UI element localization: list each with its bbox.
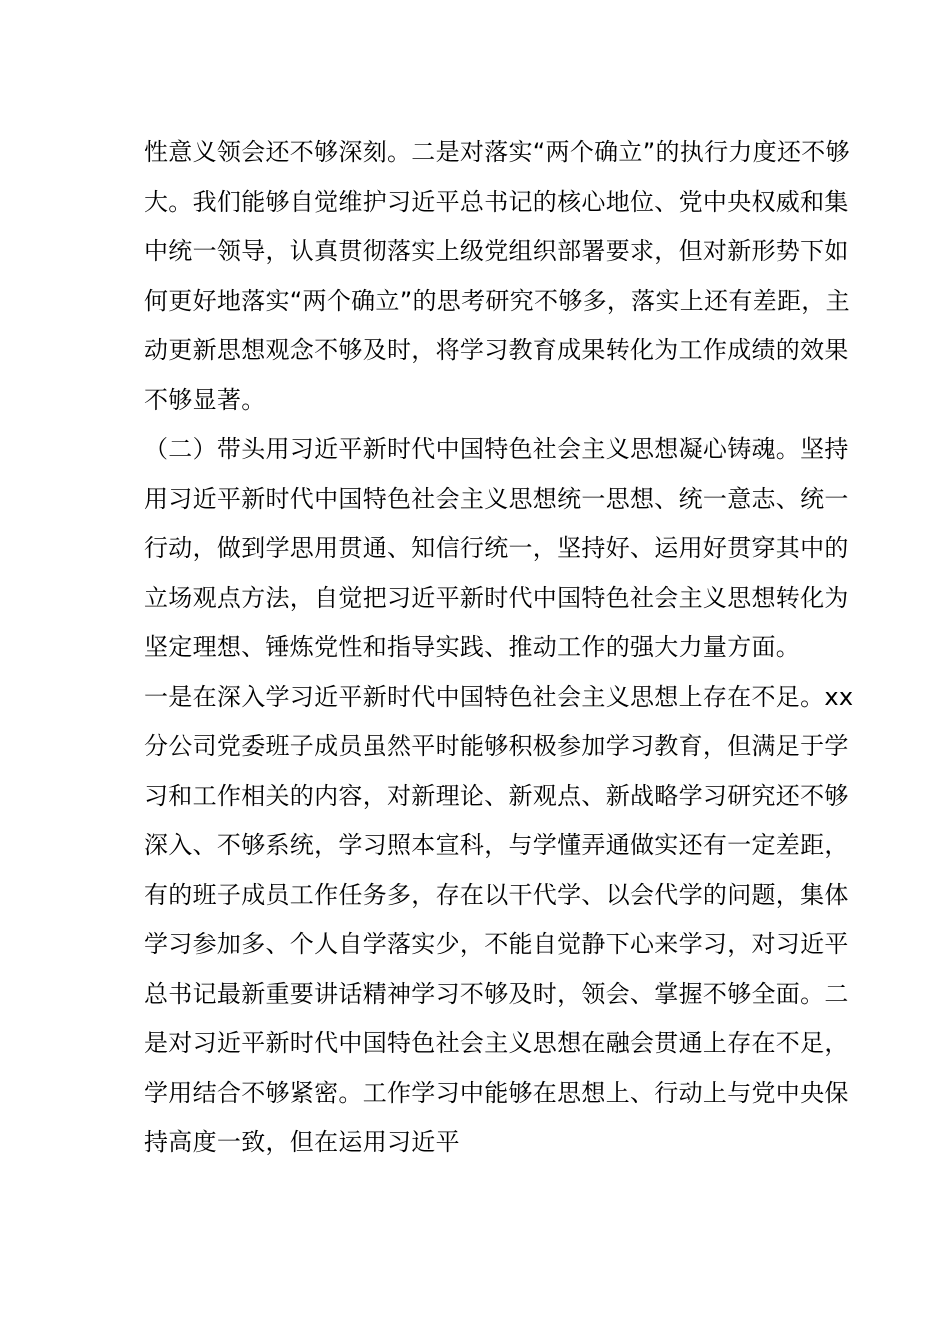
text-line: 一是在深入学习近平新时代中国特色社会主义思想上存在不足。xx	[144, 682, 854, 711]
text-line: 性意义领会还不够深刻。二是对落实“两个确立”的执行力度还不够	[144, 138, 850, 166]
text-line: 何更好地落实“两个确立”的思考研究不够多，落实上还有差距，主	[144, 286, 850, 315]
text-line: 坚定理想、锤炼党性和指导实践、推动工作的强大力量方面。	[144, 633, 801, 661]
text-line: 学习参加多、个人自学落实少，不能自觉静下心来学习，对习近平	[144, 930, 849, 958]
section-heading-line: （二）带头用习近平新时代中国特色社会主义思想凝心铸魂。坚持	[144, 435, 849, 463]
text-line: 立场观点方法，自觉把习近平新时代中国特色社会主义思想转化为	[144, 583, 849, 612]
text-line: 动更新思想观念不够及时，将学习教育成果转化为工作成绩的效果	[144, 336, 849, 364]
text-line: 深入、不够系统，学习照本宣科，与学懂弄通做实还有一定差距，	[144, 831, 849, 859]
text-line: 用习近平新时代中国特色社会主义思想统一思想、统一意志、统一	[144, 484, 849, 513]
text-line: 分公司党委班子成员虽然平时能够积极参加学习教育，但满足于学	[144, 732, 849, 760]
text-line: 行动，做到学思用贯通、知信行统一，坚持好、运用好贯穿其中的	[144, 534, 849, 562]
body-text	[144, 128, 854, 1168]
text-line: 学用结合不够紧密。工作学习中能够在思想上、行动上与党中央保	[144, 1078, 849, 1107]
text-line: 总书记最新重要讲话精神学习不够及时，领会、掌握不够全面。二	[144, 979, 849, 1008]
text-line: 有的班子成员工作任务多，存在以干代学、以会代学的问题，集体	[144, 880, 849, 909]
text-line: 持高度一致，但在运用习近平	[144, 1128, 460, 1156]
text-line: 不够显著。	[144, 385, 266, 414]
text-line: 大。我们能够自觉维护习近平总书记的核心地位、党中央权威和集	[144, 187, 849, 216]
text-line: 习和工作相关的内容，对新理论、新观点、新战略学习研究还不够	[144, 781, 849, 810]
text-line: 中统一领导，认真贯彻落实上级党组织部署要求，但对新形势下如	[144, 237, 849, 265]
text-line: 是对习近平新时代中国特色社会主义思想在融会贯通上存在不足，	[144, 1029, 849, 1057]
